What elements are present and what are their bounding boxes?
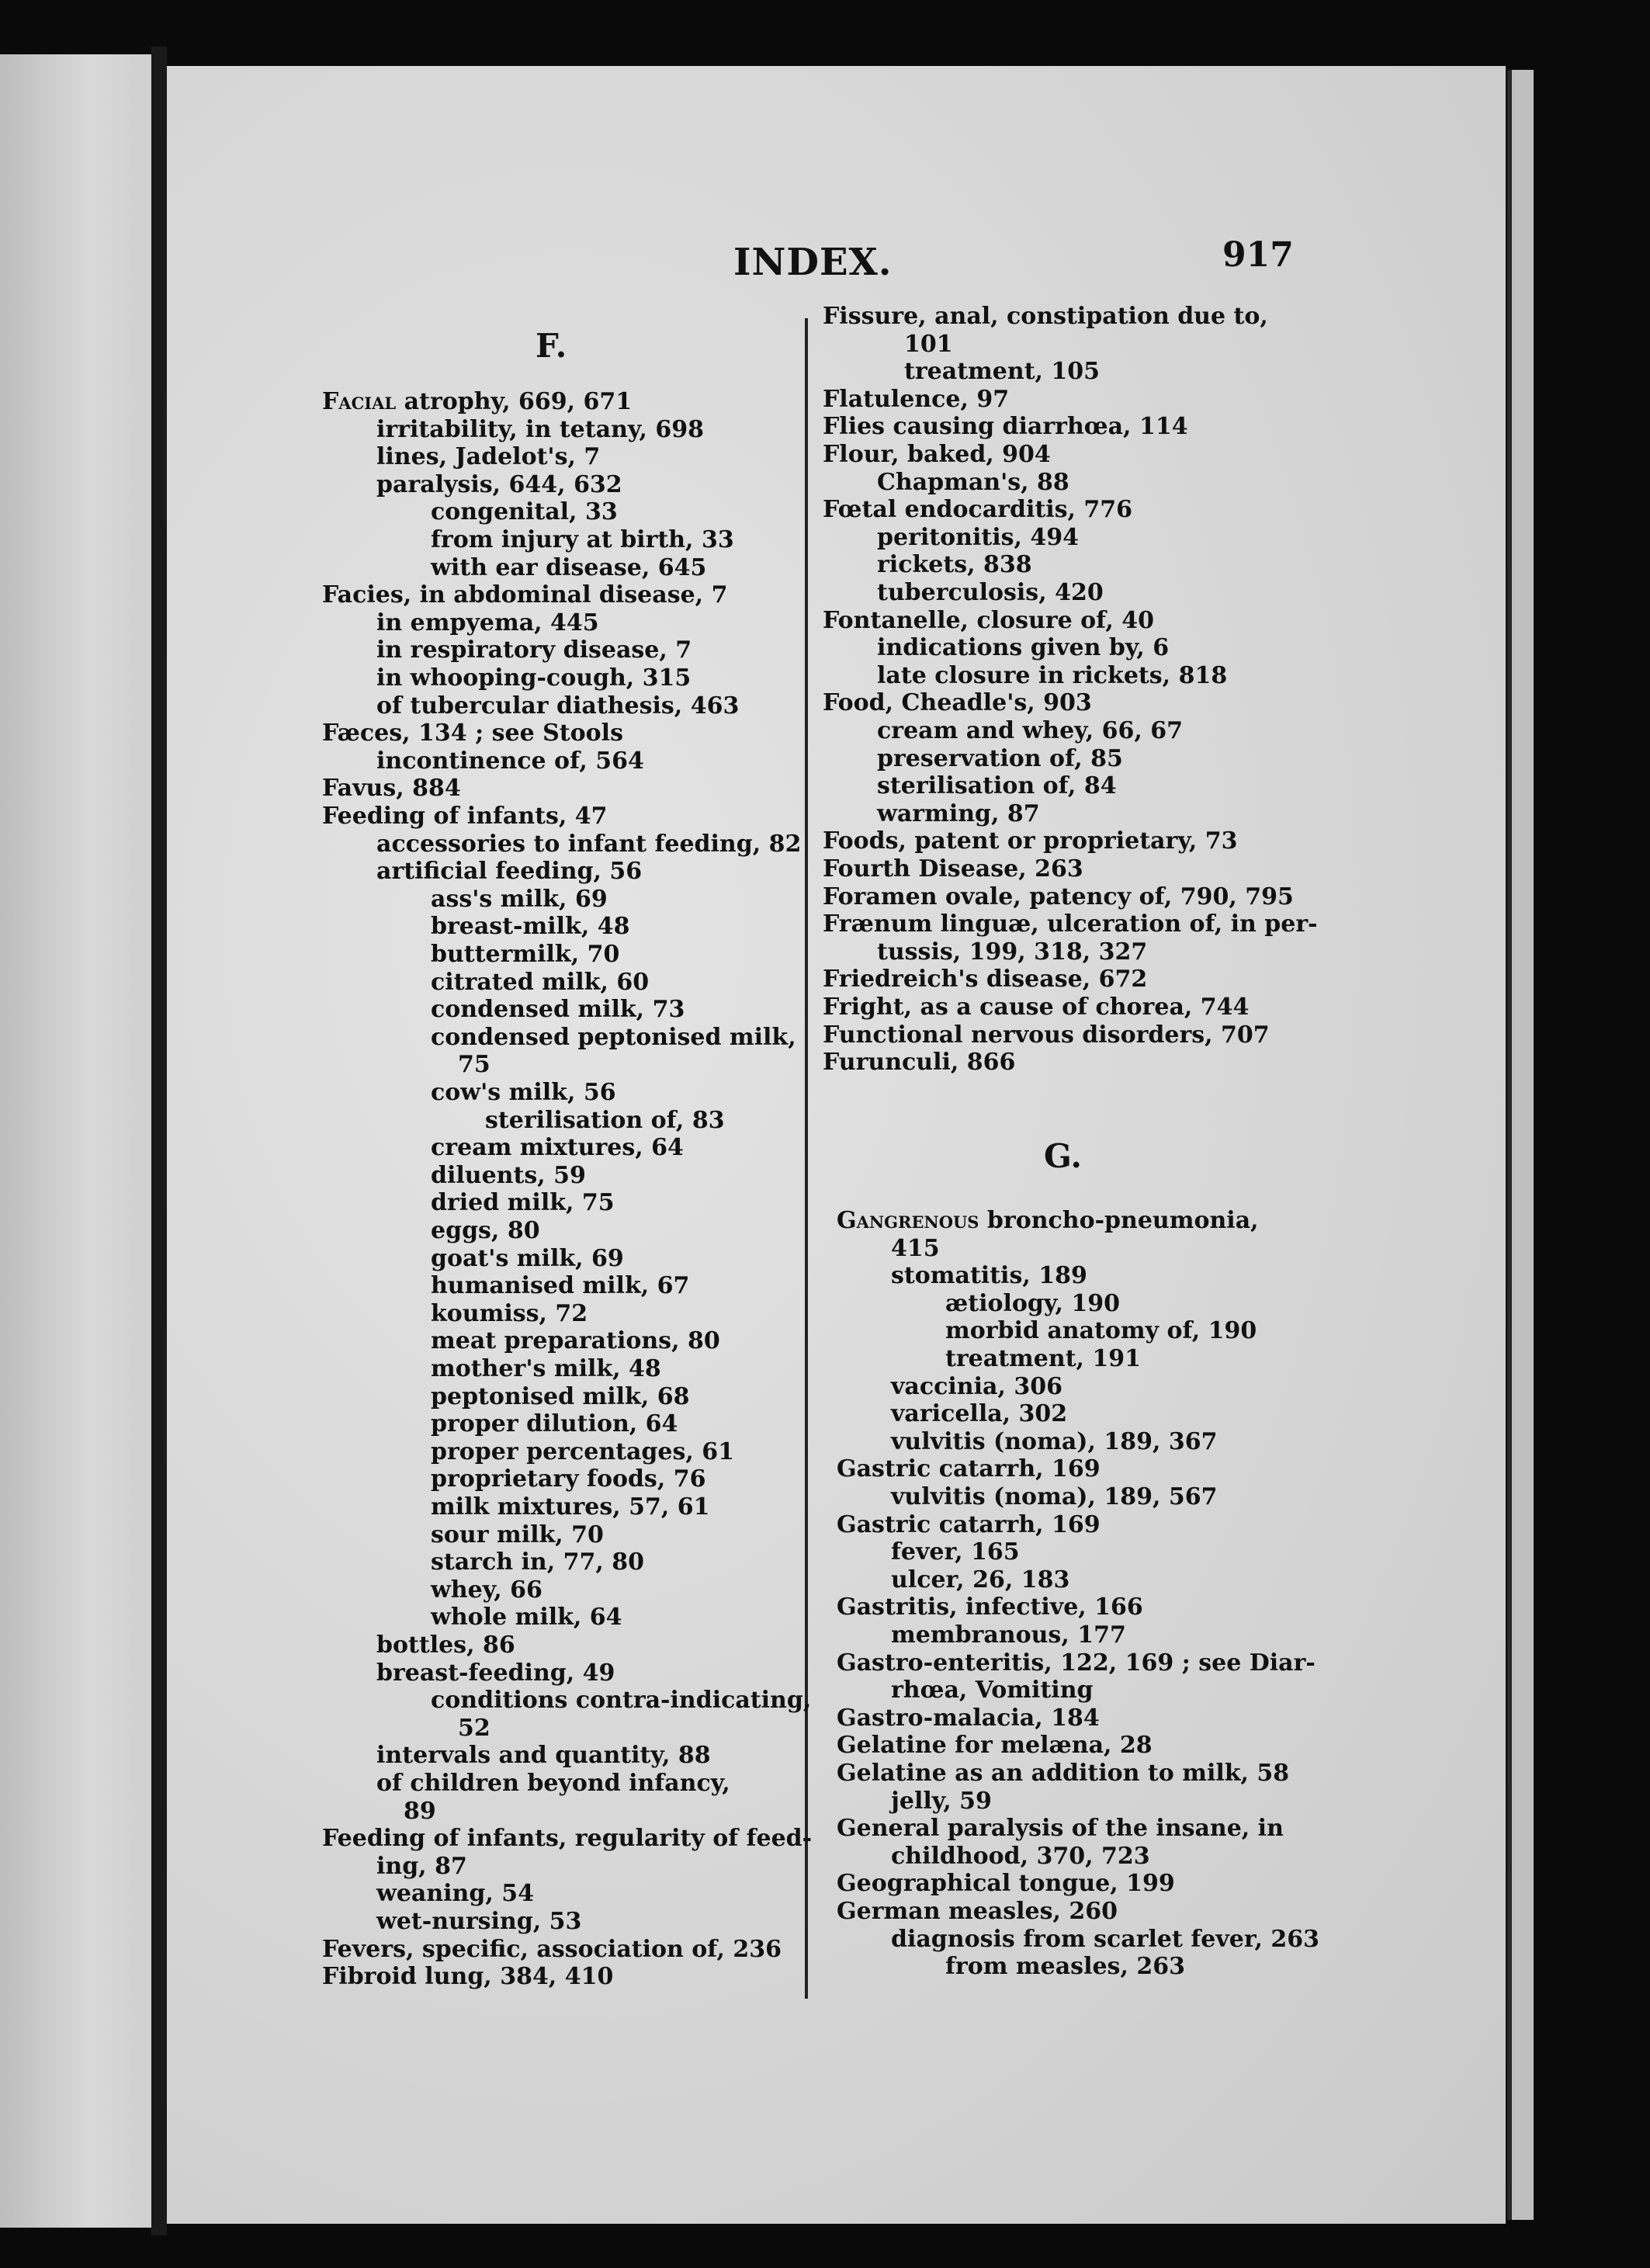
index-entry [431,1079,616,1106]
index-entry [823,855,1083,883]
index-entry [837,1207,1259,1234]
index-entry [877,469,1069,496]
entry-text: ulcer, 26, 183 [891,1566,1070,1593]
index-entry [376,747,644,775]
entry-text: weaning, 54 [376,1880,534,1908]
index-entry [891,1428,1217,1455]
index-entry [891,1538,1020,1566]
entry-text: from measles, 263 [945,1953,1185,1981]
index-entry [431,1521,604,1548]
index-entry [431,1465,705,1493]
entry-text: in respiratory disease, 7 [376,636,692,664]
index-entry [431,1162,586,1189]
index-entry [431,996,685,1023]
index-entry [877,579,1104,606]
entry-text: Fissure, anal, constipation due to, [823,303,1268,330]
entry-text: in whooping-cough, 315 [376,664,692,692]
entry-text: Fevers, specific, association of, 236 [322,1935,782,1963]
index-entry [945,1953,1185,1980]
entry-text: Gastro-enteritis, 122, 169 ; see Diar- [837,1649,1315,1677]
entry-text: Furunculi, 866 [823,1049,1016,1077]
index-entry [431,1245,624,1272]
entry-text: late closure in rickets, 818 [877,661,1228,689]
entry-text: intervals and quantity, 88 [376,1742,711,1770]
index-entry [376,1659,615,1687]
entry-text: Gastric catarrh, 169 [837,1510,1101,1538]
index-entry [431,886,608,913]
index-entry [945,1345,1141,1372]
entry-text: Gastric catarrh, 169 [837,1455,1101,1483]
index-entry [823,994,1249,1021]
entry-text: vulvitis (noma), 189, 567 [891,1483,1218,1510]
entry-text: Gelatine as an addition to milk, 58 [837,1760,1290,1787]
index-entry [823,689,1092,716]
entry-text: condensed peptonised milk, [431,1023,796,1051]
index-entry [823,441,1051,468]
index-entry [823,303,1268,330]
section-letter-f: F. [536,327,567,365]
index-entry [877,938,1147,966]
book-gutter [151,47,167,2235]
index-entry [945,1290,1120,1317]
entry-text: accessories to infant feeding, 82 [376,830,802,858]
entry-text: 89 [404,1797,436,1825]
index-entry [837,1815,1284,1842]
index-entry [904,358,1100,385]
index-entry [823,910,1318,938]
index-entry [376,1742,711,1769]
index-entry [376,858,642,885]
index-entry [376,636,692,664]
index-entry [376,692,739,720]
entry-text: treatment, 105 [904,358,1101,386]
index-entry [376,664,691,692]
index-entry [322,581,727,609]
index-entry [823,966,1147,993]
entry-text: ætiology, 190 [945,1289,1120,1317]
index-entry [837,1732,1153,1759]
index-entry [376,1908,581,1935]
entry-text: cream and whey, 66, 67 [877,717,1184,744]
index-entry [431,1272,689,1299]
entry-text: childhood, 370, 723 [891,1842,1150,1870]
index-entry [431,1548,644,1576]
entry-text: varicella, 302 [891,1400,1068,1428]
running-head-title: INDEX. [733,241,893,284]
index-entry [322,775,461,802]
entry-text: stomatitis, 189 [891,1262,1087,1290]
index-entry [877,662,1227,689]
index-entry [376,831,801,858]
entry-text: diagnosis from scarlet fever, 263 [891,1925,1319,1953]
entry-text: cream mixtures, 64 [431,1134,684,1162]
entry-text: breast-milk, 48 [431,913,630,941]
entry-text: mother's milk, 48 [431,1355,661,1382]
entry-text: bottles, 86 [376,1632,515,1659]
entry-text: warming, 87 [877,799,1040,827]
index-entry [837,1760,1289,1787]
index-entry [431,1383,689,1410]
entry-text: from injury at birth, 33 [431,526,734,553]
index-entry [823,607,1154,634]
entry-lead-word: Facial [322,388,397,415]
index-entry [431,1576,542,1604]
entry-text: milk mixtures, 57, 61 [431,1493,710,1521]
index-entry [945,1317,1257,1344]
entry-text: diluents, 59 [431,1161,586,1189]
index-entry [823,386,1009,413]
entry-text: peptonised milk, 68 [431,1382,690,1410]
entry-text: indications given by, 6 [877,634,1170,662]
index-entry [877,551,1032,578]
index-entry [458,1051,490,1078]
index-entry [431,498,618,525]
index-entry [431,1438,734,1465]
entry-text: breast-feeding, 49 [376,1659,615,1687]
entry-text: lines, Jadelot's, 7 [376,443,601,471]
index-entry [823,1049,1015,1076]
index-entry [904,331,953,358]
index-entry [837,1898,1118,1925]
index-entry [376,443,600,470]
entry-text: Foramen ovale, patency of, 790, 795 [823,883,1294,910]
entry-text: Fontanelle, closure of, 40 [823,606,1155,634]
entry-text: paralysis, 644, 632 [376,470,622,498]
index-entry [823,883,1294,910]
index-entry [376,1632,515,1659]
index-entry [837,1649,1315,1677]
entry-text: whey, 66 [431,1576,542,1604]
entry-text: Feeding of infants, regularity of feed- [322,1825,813,1853]
entry-text: conditions contra-indicating, [431,1687,812,1715]
entry-text: Feeding of infants, 47 [322,803,608,830]
column-divider [805,318,808,1999]
entry-text: incontinence of, 564 [376,747,644,775]
index-entry [877,524,1079,551]
index-entry [322,1936,782,1963]
entry-text: membranous, 177 [891,1621,1126,1649]
index-entry [376,1770,730,1797]
index-entry [823,496,1132,523]
entry-text: sterilisation of, 83 [485,1106,725,1134]
entry-text: buttermilk, 70 [431,941,620,968]
index-entry [877,745,1123,772]
index-entry [891,1677,1094,1704]
index-entry [322,388,632,415]
index-entry [431,1327,720,1354]
entry-text: Fæces, 134 ; see Stools [322,720,623,747]
entry-text: ing, 87 [376,1852,467,1880]
entry-text: Fright, as a cause of chorea, 744 [823,994,1250,1021]
index-entry [837,1593,1143,1621]
index-entry [431,1217,540,1244]
index-entry [891,1373,1062,1400]
index-entry [431,1410,678,1437]
entry-text: Fourth Disease, 263 [823,855,1083,883]
entry-text: congenital, 33 [431,498,618,526]
index-entry [891,1400,1067,1427]
index-entry [891,1621,1126,1649]
entry-text: vulvitis (noma), 189, 367 [891,1427,1218,1455]
entry-text: Gelatine for melæna, 28 [837,1732,1153,1760]
entry-text: proper dilution, 64 [431,1410,678,1438]
entry-text: proper percentages, 61 [431,1437,735,1465]
entry-text: condensed milk, 73 [431,996,685,1024]
entry-text: 75 [458,1051,490,1079]
index-entry [431,526,734,553]
section-letter-g: G. [1044,1137,1082,1175]
entry-text: atrophy, 669, 671 [396,388,633,415]
index-entry [891,1566,1069,1593]
index-entry [431,913,629,940]
entry-text: wet-nursing, 53 [376,1908,582,1935]
entry-text: humanised milk, 67 [431,1272,690,1300]
index-entry [376,471,622,498]
entry-text: dried milk, 75 [431,1189,615,1217]
entry-text: Foods, patent or proprietary, 73 [823,827,1238,855]
entry-text: Flour, baked, 904 [823,441,1051,468]
entry-text: whole milk, 64 [431,1604,622,1632]
page-number: 917 [1222,235,1294,275]
entry-text: Flatulence, 97 [823,385,1010,413]
index-entry [404,1798,436,1825]
index-entry [431,1300,588,1327]
entry-text: 52 [458,1714,490,1742]
index-entry [376,416,704,443]
index-entry [431,1493,710,1521]
entry-text: in empyema, 445 [376,609,599,636]
entry-text: Favus, 884 [322,775,461,803]
entry-text: morbid anatomy of, 190 [945,1317,1257,1345]
index-entry [891,1926,1319,1953]
entry-text: rhœa, Vomiting [891,1677,1094,1704]
entry-text: of tubercular diathesis, 463 [376,692,740,720]
index-entry [322,720,623,747]
index-entry [458,1715,490,1742]
entry-text: irritability, in tetany, 698 [376,415,704,443]
entry-text: Chapman's, 88 [877,468,1069,496]
index-entry [376,609,599,636]
entry-text: meat preparations, 80 [431,1327,720,1355]
index-entry [322,1963,613,1990]
entry-text: citrated milk, 60 [431,968,650,996]
index-entry [837,1870,1175,1897]
page-stack-edge [1507,70,1534,2220]
entry-text: sour milk, 70 [431,1521,604,1548]
index-entry [891,1843,1150,1870]
entry-text: Flies causing diarrhœa, 114 [823,413,1188,441]
index-entry [431,969,649,996]
entry-text: goat's milk, 69 [431,1244,624,1272]
entry-text: Food, Cheadle's, 903 [823,689,1092,717]
index-entry [431,1604,622,1631]
entry-text: jelly, 59 [891,1787,992,1815]
entry-text: koumiss, 72 [431,1299,588,1327]
index-entry [891,1262,1087,1289]
entry-text: Facies, in abdominal disease, 7 [322,581,728,609]
index-entry [431,1134,684,1161]
entry-text: starch in, 77, 80 [431,1548,644,1576]
entry-text: peritonitis, 494 [877,523,1079,551]
entry-text: German measles, 260 [837,1898,1118,1925]
entry-text: vaccinia, 306 [891,1372,1062,1400]
index-entry [485,1107,725,1134]
entry-text: 101 [904,330,953,358]
entry-text: Fœtal endocarditis, 776 [823,496,1133,524]
entry-text: fever, 165 [891,1538,1020,1566]
entry-lead-word: Gangrenous [837,1207,979,1234]
entry-text: Geographical tongue, 199 [837,1870,1175,1898]
entry-text: 415 [891,1234,940,1262]
entry-text: preservation of, 85 [877,744,1123,772]
index-entry [877,717,1183,744]
entry-text: Functional nervous disorders, 707 [823,1021,1270,1049]
index-entry [837,1704,1100,1732]
index-entry [431,1024,796,1051]
entry-text: tussis, 199, 318, 327 [877,938,1148,966]
index-entry [322,1825,812,1852]
index-entry [823,413,1188,440]
index-entry [376,1880,534,1907]
index-entry [891,1483,1217,1510]
index-entry [877,772,1117,799]
entry-text: artificial feeding, 56 [376,858,643,886]
index-entry [877,800,1040,827]
entry-text: sterilisation of, 84 [877,772,1117,800]
index-entry [322,803,608,830]
index-entry [431,1355,661,1382]
index-entry [823,827,1238,855]
entry-text: tuberculosis, 420 [877,579,1104,606]
index-entry [891,1788,992,1815]
index-entry [837,1511,1101,1538]
entry-text: proprietary foods, 76 [431,1465,706,1493]
entry-text: Fibroid lung, 384, 410 [322,1963,614,1991]
index-entry [837,1455,1101,1483]
entry-text: eggs, 80 [431,1217,540,1244]
entry-text: rickets, 838 [877,551,1032,579]
entry-text: General paralysis of the insane, in [837,1815,1284,1843]
entry-text: ass's milk, 69 [431,885,608,913]
entry-text: Friedreich's disease, 672 [823,966,1148,994]
index-entry [431,1189,615,1216]
index-entry [431,1687,811,1714]
entry-text: treatment, 191 [945,1345,1142,1372]
entry-text: with ear disease, 645 [431,553,707,581]
index-entry [376,1853,467,1880]
index-entry [823,1021,1270,1049]
adjacent-page-edge [0,54,151,2228]
entry-text: Frænum linguæ, ulceration of, in per- [823,910,1318,938]
index-entry [431,554,706,581]
entry-text: of children beyond infancy, [376,1770,730,1797]
entry-text: broncho-pneumonia, [979,1207,1259,1234]
entry-text: Gastritis, infective, 166 [837,1593,1143,1621]
index-entry [431,941,619,968]
index-entry [891,1235,940,1262]
entry-text: Gastro-malacia, 184 [837,1704,1100,1732]
index-entry [877,634,1169,661]
entry-text: cow's milk, 56 [431,1079,616,1106]
